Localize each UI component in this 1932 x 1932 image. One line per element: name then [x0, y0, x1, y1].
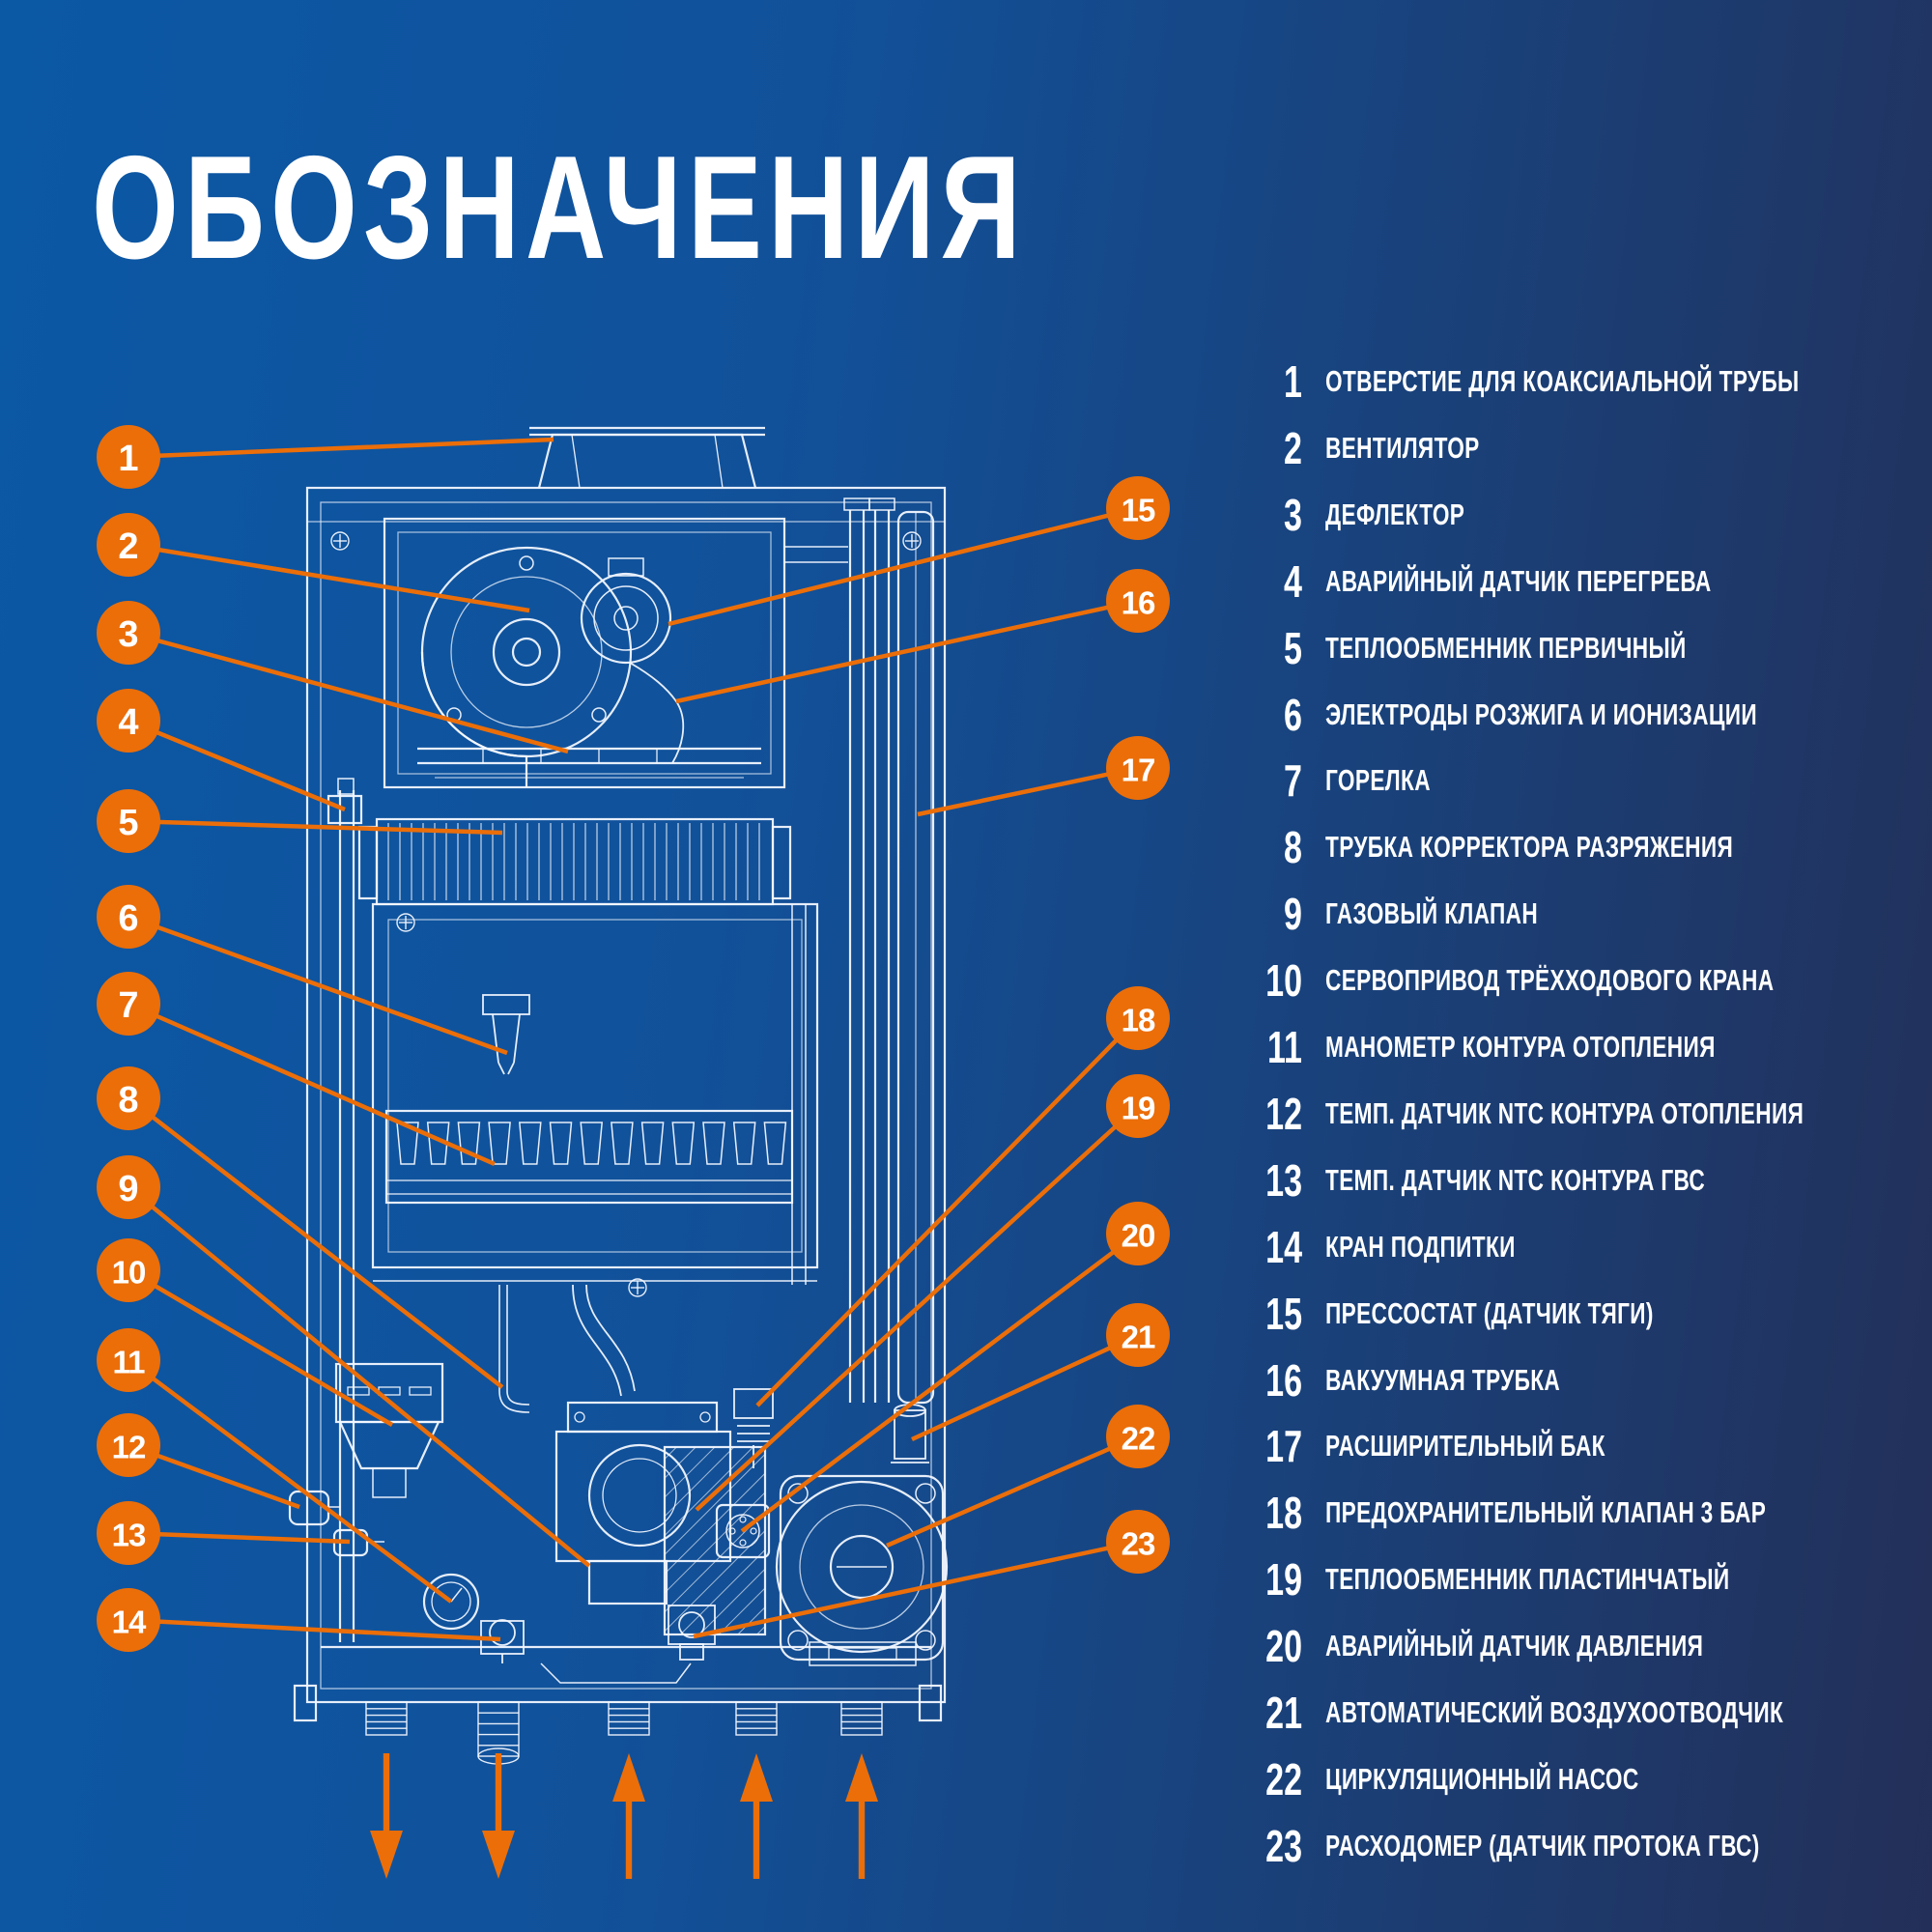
- legend-item-number: 17: [1265, 1421, 1302, 1472]
- marker-6: [97, 885, 160, 949]
- expansion-tank: [844, 498, 933, 1403]
- leader-line-17: [918, 768, 1138, 814]
- marker-21: [1106, 1303, 1170, 1367]
- marker-11: [97, 1328, 160, 1392]
- flow-arrow-up: [740, 1753, 773, 1879]
- marker-4: [97, 689, 160, 753]
- leader-line-2: [128, 545, 529, 611]
- legend-item-number: 11: [1267, 1022, 1302, 1072]
- legend-item-23: [1227, 1820, 1920, 1871]
- legend-item-number: 8: [1284, 822, 1302, 873]
- marker-number: 16: [1121, 584, 1155, 621]
- legend-item-7: [1227, 755, 1469, 807]
- legend-item-label: ВЕНТИЛЯТОР: [1325, 430, 1480, 465]
- legend-item-6: [1227, 689, 1917, 740]
- marker-1: [97, 425, 160, 489]
- marker-number: 21: [1121, 1319, 1155, 1355]
- legend-item-number: 23: [1265, 1820, 1302, 1871]
- legend-item-16: [1227, 1354, 1647, 1406]
- flow-arrow-down: [370, 1753, 403, 1879]
- combustion-chamber: [373, 904, 817, 1285]
- legend-item-label: ОТВЕРСТИЕ ДЛЯ КОАКСИАЛЬНОЙ ТРУБЫ: [1325, 364, 1800, 398]
- legend-item-17: [1227, 1421, 1709, 1472]
- legend-item-label: ЭЛЕКТРОДЫ РОЗЖИГА И ИОНИЗАЦИИ: [1325, 696, 1758, 731]
- marker-13: [97, 1501, 160, 1565]
- legend-item-label: МАНОМЕТР КОНТУРА ОТОПЛЕНИЯ: [1325, 1030, 1716, 1064]
- legend-item-number: 16: [1265, 1354, 1302, 1406]
- legend-item-9: [1227, 889, 1616, 940]
- legend-item-number: 20: [1265, 1621, 1302, 1672]
- legend-item-number: 18: [1265, 1488, 1302, 1539]
- leader-line-16: [676, 601, 1138, 701]
- legend-item-label: ТЕМП. ДАТЧИК NTC КОНТУРА ОТОПЛЕНИЯ: [1325, 1095, 1804, 1130]
- marker-8: [97, 1066, 160, 1130]
- leader-line-6: [128, 917, 507, 1053]
- flow-arrows: [370, 1753, 878, 1879]
- legend-item-5: [1227, 622, 1820, 673]
- legend-item-12: [1227, 1088, 1932, 1139]
- corrector-tube: [499, 1285, 529, 1412]
- legend-item-label: ТРУБКА КОРРЕКТОРА РАЗРЯЖЕНИЯ: [1325, 830, 1734, 865]
- legend-item-number: 21: [1265, 1688, 1302, 1738]
- legend-item-number: 5: [1284, 622, 1302, 673]
- legend-item-number: 9: [1284, 889, 1302, 940]
- marker-3: [97, 601, 160, 665]
- bottom-manifold: [321, 1647, 931, 1764]
- marker-15: [1106, 476, 1170, 540]
- legend-item-20: [1227, 1621, 1843, 1672]
- flue-collar: [529, 428, 765, 488]
- page-title: ОБОЗНАЧЕНИЯ: [92, 126, 1027, 290]
- marker-17: [1106, 736, 1170, 800]
- burner: [386, 1111, 792, 1203]
- leader-line-9: [128, 1187, 589, 1566]
- marker-number: 8: [118, 1080, 139, 1121]
- legend-item-label: ГАЗОВЫЙ КЛАПАН: [1325, 896, 1539, 931]
- marker-number: 18: [1121, 1002, 1155, 1038]
- legend-item-21: [1227, 1688, 1932, 1738]
- marker-10: [97, 1238, 160, 1302]
- legend-item-number: 4: [1284, 555, 1302, 607]
- leader-line-15: [668, 508, 1138, 624]
- marker-number: 2: [118, 526, 139, 567]
- screws: [331, 532, 921, 1296]
- legend-item-number: 6: [1284, 689, 1302, 740]
- marker-9: [97, 1155, 160, 1219]
- legend-item-14: [1227, 1221, 1586, 1272]
- leader-line-1: [128, 440, 554, 457]
- legend-item-label: КРАН ПОДПИТКИ: [1325, 1229, 1516, 1264]
- marker-5: [97, 789, 160, 853]
- legend-item-number: 19: [1265, 1554, 1302, 1605]
- marker-number: 11: [112, 1344, 145, 1380]
- legend-item-number: 7: [1284, 755, 1302, 807]
- leader-line-14: [128, 1620, 500, 1639]
- legend-item-18: [1227, 1488, 1929, 1539]
- legend-item-2: [1227, 422, 1537, 473]
- marker-7: [97, 972, 160, 1036]
- legend-item-label: ТЕМП. ДАТЧИК NTC КОНТУРА ГВС: [1325, 1162, 1706, 1197]
- leader-line-18: [757, 1018, 1138, 1406]
- dhw-pipe: [573, 1285, 635, 1396]
- legend-item-number: 22: [1265, 1753, 1302, 1804]
- marker-16: [1106, 569, 1170, 633]
- legend-item-15: [1227, 1288, 1776, 1339]
- legend-item-label: АВАРИЙНЫЙ ДАТЧИК ПЕРЕГРЕВА: [1325, 563, 1712, 598]
- legend-item-label: ТЕПЛООБМЕННИК ПЛАСТИНЧАТЫЙ: [1325, 1562, 1730, 1597]
- legend-item-number: 13: [1265, 1154, 1302, 1206]
- marker-number: 1: [118, 439, 139, 479]
- flow-arrow-up: [612, 1753, 645, 1879]
- marker-number: 19: [1121, 1090, 1155, 1126]
- legend-item-label: ГОРЕЛКА: [1325, 763, 1431, 798]
- leader-line-20: [742, 1234, 1138, 1531]
- marker-20: [1106, 1202, 1170, 1265]
- legend-item-1: [1227, 356, 1932, 407]
- circulation-pump: [777, 1476, 947, 1665]
- marker-number: 17: [1121, 752, 1155, 788]
- leader-line-22: [887, 1436, 1138, 1546]
- marker-number: 3: [118, 614, 139, 655]
- marker-2: [97, 513, 160, 577]
- flow-arrow-down: [482, 1753, 515, 1879]
- marker-number: 22: [1121, 1420, 1155, 1457]
- marker-19: [1106, 1074, 1170, 1138]
- boiler-line-art: [290, 428, 947, 1764]
- legend-item-label: РАСШИРИТЕЛЬНЫЙ БАК: [1325, 1429, 1605, 1463]
- leader-line-13: [128, 1533, 350, 1542]
- legend-item-label: ВАКУУМНАЯ ТРУБКА: [1325, 1362, 1561, 1397]
- leader-line-3: [128, 633, 568, 752]
- legend-item-label: СЕРВОПРИВОД ТРЁХХОДОВОГО КРАНА: [1325, 963, 1775, 998]
- leader-line-4: [128, 721, 345, 810]
- legend-item-number: 1: [1284, 356, 1302, 407]
- legend-item-8: [1227, 822, 1884, 873]
- marker-12: [97, 1413, 160, 1477]
- marker-number: 14: [111, 1604, 146, 1640]
- marker-18: [1106, 986, 1170, 1050]
- legend-item-19: [1227, 1554, 1879, 1605]
- marker-22: [1106, 1405, 1170, 1468]
- legend-item-3: [1227, 489, 1517, 540]
- marker-number: 13: [111, 1517, 146, 1553]
- legend-item-number: 14: [1265, 1221, 1302, 1272]
- leader-line-19: [696, 1106, 1138, 1510]
- legend-item-label: АВТОМАТИЧЕСКИЙ ВОЗДУХООТВОДЧИК: [1325, 1695, 1784, 1729]
- filling-valve: [481, 1620, 524, 1663]
- legend-item-label: РАСХОДОМЕР (ДАТЧИК ПРОТОКА ГВС): [1325, 1828, 1760, 1862]
- marker-number: 4: [118, 702, 139, 743]
- legend-item-label: ПРЕССОСТАТ (ДАТЧИК ТЯГИ): [1325, 1295, 1654, 1330]
- marker-number: 20: [1121, 1217, 1155, 1254]
- legend-item-22: [1227, 1753, 1755, 1804]
- legend-item-label: ТЕПЛООБМЕННИК ПЕРВИЧНЫЙ: [1325, 630, 1687, 665]
- legend-item-number: 15: [1265, 1288, 1302, 1339]
- marker-number: 12: [111, 1429, 146, 1465]
- legend-item-number: 10: [1265, 955, 1302, 1007]
- marker-number: 5: [118, 803, 139, 843]
- legend-item-number: 3: [1284, 489, 1302, 540]
- legend-item-label: ПРЕДОХРАНИТЕЛЬНЫЙ КЛАПАН 3 БАР: [1325, 1495, 1767, 1530]
- legend-item-label: ЦИРКУЛЯЦИОННЫЙ НАСОС: [1325, 1761, 1639, 1796]
- cabinet-frame: [295, 488, 945, 1720]
- marker-number: 15: [1121, 492, 1155, 528]
- legend-item-13: [1227, 1154, 1846, 1206]
- legend-list: [1227, 0, 1922, 1932]
- marker-number: 9: [118, 1169, 139, 1209]
- legend-item-10: [1227, 955, 1932, 1007]
- ignition-electrodes: [483, 995, 529, 1074]
- marker-23: [1106, 1510, 1170, 1574]
- legend-item-number: 2: [1284, 422, 1302, 473]
- leader-line-11: [128, 1360, 451, 1602]
- marker-number: 10: [111, 1254, 146, 1291]
- legend-item-label: ДЕФЛЕКТОР: [1325, 497, 1465, 531]
- legend-item-number: 12: [1265, 1088, 1302, 1139]
- flow-arrow-up: [845, 1753, 878, 1879]
- marker-number: 23: [1121, 1525, 1155, 1562]
- marker-14: [97, 1588, 160, 1652]
- legend-item-11: [1227, 1022, 1860, 1072]
- legend-item-label: АВАРИЙНЫЙ ДАТЧИК ДАВЛЕНИЯ: [1325, 1629, 1704, 1663]
- marker-number: 6: [118, 898, 139, 939]
- marker-number: 7: [118, 985, 139, 1026]
- legend-item-4: [1227, 555, 1854, 607]
